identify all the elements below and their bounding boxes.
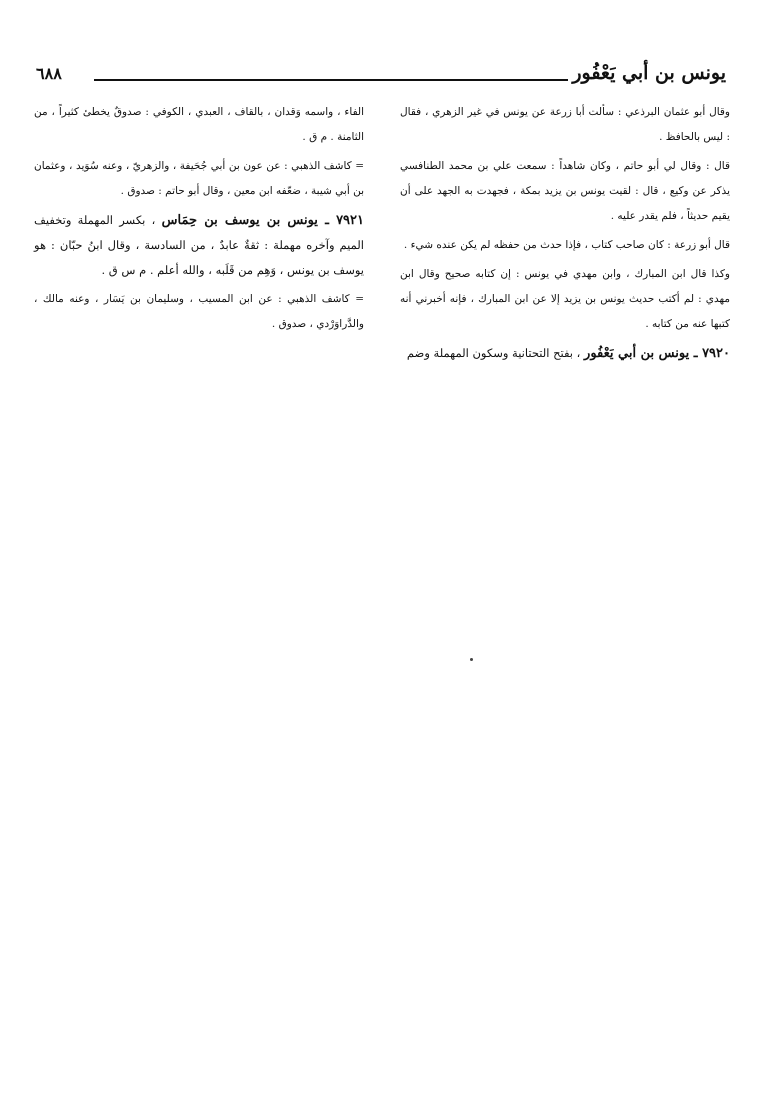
entry-7920 — [400, 341, 730, 366]
page-header — [36, 62, 726, 98]
entry-text: ، بكسر المهملة وتخفيف الميم وآخره مهملة : ثقةٌ عابدٌ ، من السادسة ، وقال ابنُ حبّان : هو يوسف بن يونس ، وَهِم من قَلَبه ، والله أعلم . م س ق . — [34, 213, 364, 277]
running-title: يونس بن أبي يَعْفُور — [572, 62, 726, 84]
paragraph: = كاشف الذهبي : عن ابن المسيب ، وسليمان بن يَسَار ، وعنه مالك ، والدَّراوَرْدي ، صدوق . — [34, 293, 364, 330]
paragraph: قال أبو زرعة : كان صاحب كتاب ، فإذا حدث من حفظه لم يكن عنده شيء . — [403, 239, 730, 251]
entry-7921 — [34, 208, 364, 283]
paragraph: وكذا قال ابن المبارك ، وابن مهدي في يونس : إن كتابه صحيح وقال ابن مهدي : لم أكتب حديث يونس بن يزيد إلا عن ابن المبارك ، فإنه أخبرني أنه كتبها عنه من كتابه . — [400, 268, 730, 330]
right-column — [400, 100, 730, 370]
paragraph: الفاء ، واسمه وَقدان ، بالقاف ، العبدي ، الكوفي : صدوقٌ يخطئ كثيراً ، من الثامنة . م ق . — [34, 106, 364, 143]
paragraph: وقال أبو عثمان البرذعي : سألت أبا زرعة عن يونس في غير الزهري ، فقال : ليس بالحافظ . — [400, 106, 730, 143]
entry-heading: ٧٩٢٠ ـ يونس بن أبي يَعْفُور — [584, 346, 730, 361]
entry-text: ، بفتح التحتانية وسكون المهملة وضم — [406, 346, 585, 360]
entry-heading: ٧٩٢١ ـ يونس بن يوسف بن حِمَاس — [161, 213, 364, 228]
paragraph: = كاشف الذهبي : عن عون بن أبي جُحَيفة ، والزهريّ ، وعنه سُوَيد ، وعثمان بن أبي شيبة ، ضعّفه ابن معين ، وقال أبو حاتم : صدوق . — [34, 160, 364, 197]
page-number: ٦٨٨ — [36, 64, 62, 83]
ink-speck — [470, 658, 473, 661]
paragraph: قال : وقال لي أبو حاتم ، وكان شاهداً : سمعت علي بن محمد الطنافسي يذكر عن وكيع ، قال : لقيت يونس بن يزيد بمكة ، فجهدت به الجهد على أن يقيم حديثاً ، فلم يقدر عليه . — [400, 160, 730, 222]
header-rule — [94, 79, 568, 81]
left-column — [34, 100, 364, 341]
